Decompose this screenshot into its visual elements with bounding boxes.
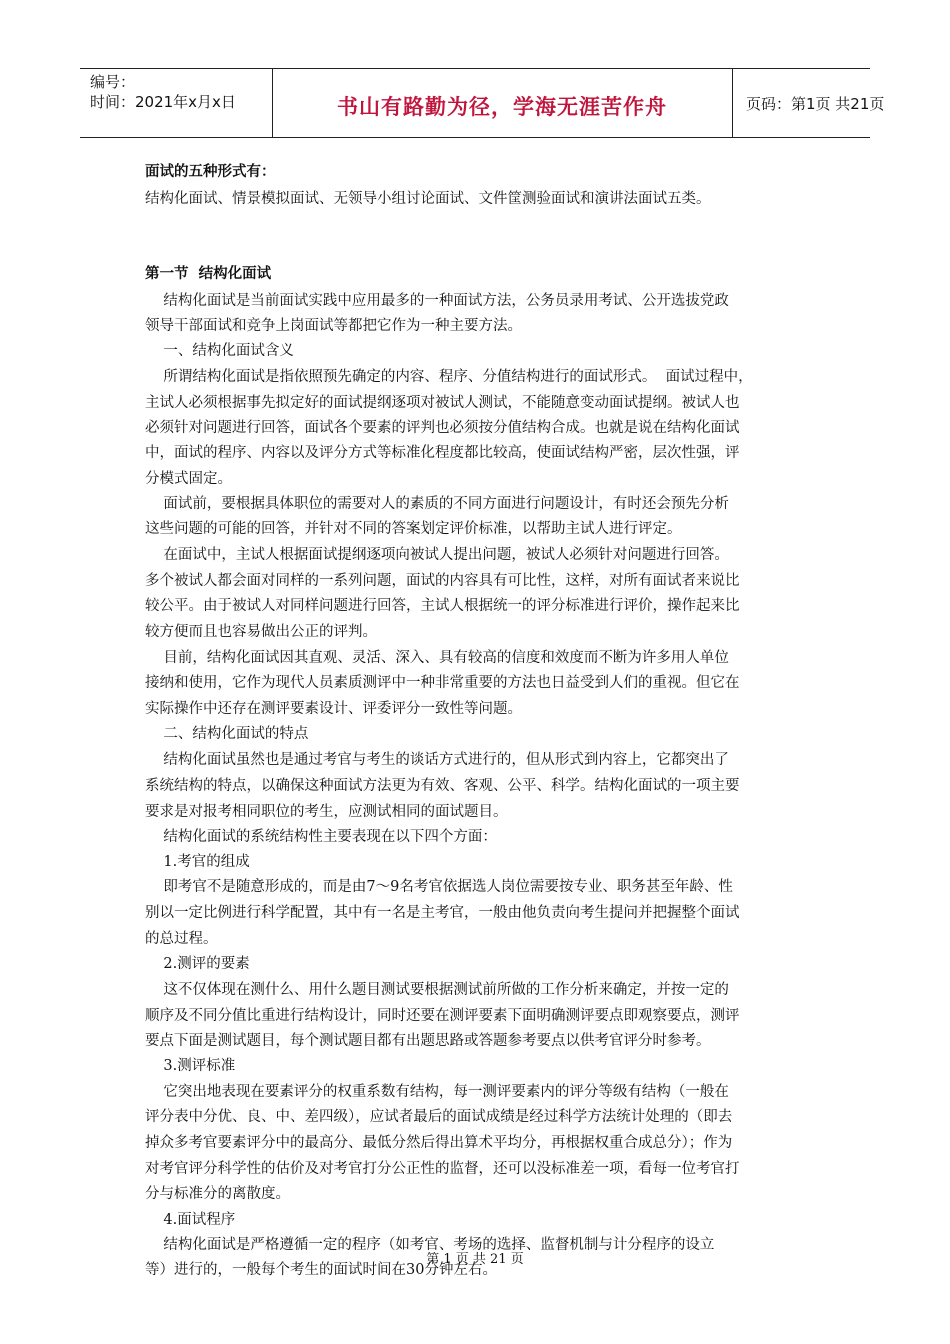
date-label: 时间：2021年x月x日 — [90, 93, 236, 111]
body-text-line: 的总过程。 — [145, 931, 218, 947]
body-text-line: 对考官评分科学性的估价及对考官打分公正性的监督，还可以没标准差一项，看每一位考官打 — [145, 1161, 740, 1177]
section-heading: 第一节 结构化面试 — [145, 266, 272, 282]
body-text-line: 实际操作中还存在测评要素设计、评委评分一致性等问题。 — [145, 701, 522, 717]
body-text-line: 即考官不是随意形成的，而是由7～9名考官依据选人岗位需要按专业、职务甚至年龄、性 — [145, 879, 733, 895]
header-page-cell — [732, 69, 885, 137]
body-text-line: 中，面试的程序、内容以及评分方式等标准化程度都比较高，使面试结构严密，层次性强，评 — [145, 445, 740, 461]
body-text-line: 3.测评标准 — [145, 1058, 236, 1074]
body-text-line: 主试人必须根据事先拟定好的面试提纲逐项对被试人测试，不能随意变动面试提纲。被试人也 — [145, 395, 740, 411]
body-text-line: 这不仅体现在测什么、用什么题目测试要根据测试前所做的工作分析来确定，并按一定的 — [145, 982, 729, 998]
body-text-line: 目前，结构化面试因其直观、灵活、深入、具有较高的信度和效度而不断为许多用人单位 — [145, 650, 729, 666]
section-heading: 面试的五种形式有： — [145, 164, 276, 180]
body-text-line: 掉众多考官要素评分中的最高分、最低分然后得出算术平均分，再根据权重合成总分）；作为 — [145, 1135, 733, 1151]
body-text-line: 在面试中，主试人根据面试提纲逐项向被试人提出问题，被试人必须针对问题进行回答。 — [145, 547, 729, 563]
body-text-line: 二、结构化面试的特点 — [145, 726, 309, 742]
motto-text: 书山有路勤为径，学海无涯苦作舟 — [337, 95, 667, 119]
body-text-line: 4.面试程序 — [145, 1212, 236, 1228]
page-info: 页码：第1页 共21页 — [746, 95, 885, 113]
body-text-line: 必须针对问题进行回答，面试各个要素的评判也必须按分值结构合成。也就是说在结构化面试 — [145, 420, 740, 436]
page-footer: 第 1 页 共 21 页 — [426, 1252, 524, 1267]
body-text-line: 分模式固定。 — [145, 471, 232, 487]
number-label: 编号： — [90, 73, 136, 91]
body-text-line: 等）进行的，一般每个考生的面试时间在30分钟左右。 — [145, 1262, 497, 1278]
body-text-line: 较公平。由于被试人对同样问题进行回答，主试人根据统一的评分标准进行评价，操作起来比 — [145, 598, 740, 614]
body-text-line: 结构化面试虽然也是通过考官与考生的谈话方式进行的，但从形式到内容上，它都突出了 — [145, 752, 729, 768]
body-text-line: 2.测评的要素 — [145, 956, 250, 972]
body-text-line: 结构化面试是当前面试实践中应用最多的一种面试方法，公务员录用考试、公开选拔党政 — [145, 293, 729, 309]
body-text-line: 要求是对报考相同职位的考生，应测试相同的面试题目。 — [145, 804, 508, 820]
body-text-line: 领导干部面试和竞争上岗面试等都把它作为一种主要方法。 — [145, 318, 522, 334]
body-text-line: 所谓结构化面试是指依照预先确定的内容、程序、分值结构进行的面试形式。 面试过程中， — [145, 369, 753, 385]
body-text-line: 多个被试人都会面对同样的一系列问题，面试的内容具有可比性，这样，对所有面试者来说比 — [145, 573, 740, 589]
body-text-line: 评分表中分优、良、中、差四级），应试者最后的面试成绩是经过科学方法统计处理的（即去 — [145, 1109, 733, 1125]
document-header — [80, 68, 885, 138]
body-text-line: 这些问题的可能的回答，并针对不同的答案划定评价标准，以帮助主试人进行评定。 — [145, 521, 682, 537]
body-text-line: 一、结构化面试含义 — [145, 343, 294, 359]
body-text-line: 接纳和使用，它作为现代人员素质测评中一种非常重要的方法也日益受到人们的重视。但它在 — [145, 675, 740, 691]
body-text-line: 系统结构的特点，以确保这种面试方法更为有效、客观、公平、科学。结构化面试的一项主要 — [145, 778, 740, 794]
header-motto-cell — [272, 69, 733, 137]
body-text-line: 要点下面是测试题目，每个测试题目都有出题思路或答题参考要点以供考官评分时参考。 — [145, 1033, 711, 1049]
body-text-line: 1.考官的组成 — [145, 854, 250, 870]
body-text-line: 它突出地表现在要素评分的权重系数有结构，每一测评要素内的评分等级有结构（一般在 — [145, 1084, 729, 1100]
body-text-line: 顺序及不同分值比重进行结构设计，同时还要在测评要素下面明确测评要点即观察要点，测评 — [145, 1008, 740, 1024]
body-text-line: 别以一定比例进行科学配置，其中有一名是主考官，一般由他负责向考生提问并把握整个面试 — [145, 905, 740, 921]
body-text-line: 结构化面试的系统结构性主要表现在以下四个方面： — [145, 829, 497, 845]
body-text-line: 分与标准分的离散度。 — [145, 1186, 290, 1202]
body-text-line: 结构化面试是严格遵循一定的程序（如考官、考场的选择、监督机制与计分程序的设立 — [145, 1237, 715, 1253]
body-text-line: 结构化面试、情景模拟面试、无领导小组讨论面试、文件筐测验面试和演讲法面试五类。 — [145, 191, 711, 207]
header-meta-cell — [80, 69, 273, 137]
body-text-line: 面试前，要根据具体职位的需要对人的素质的不同方面进行问题设计，有时还会预先分析 — [145, 496, 729, 512]
body-text-line: 较方便而且也容易做出公正的评判。 — [145, 624, 377, 640]
